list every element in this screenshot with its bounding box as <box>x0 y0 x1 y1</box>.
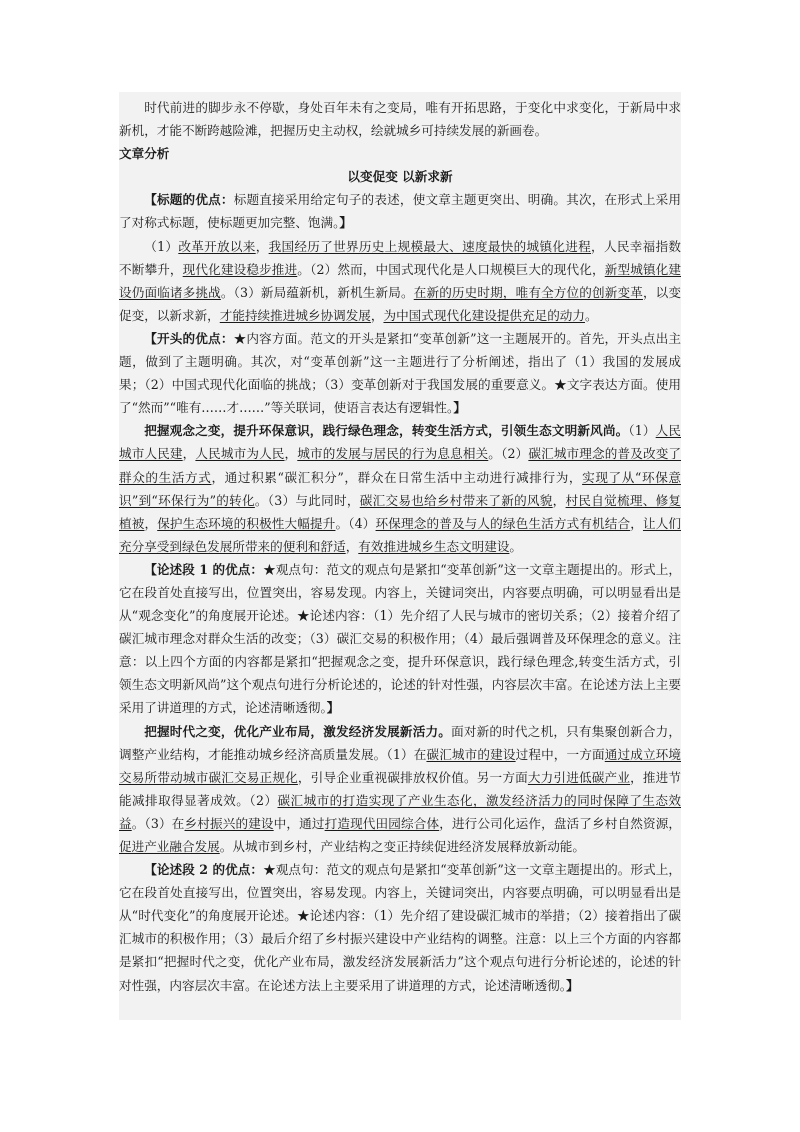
section-label: 文章分析 <box>119 146 170 162</box>
bold-phrase: 【论述段 1 的优点： <box>144 561 264 577</box>
body-paragraph-1 <box>119 419 681 558</box>
underlined-phrase: 有效推进城乡生态文明建设 <box>358 538 510 554</box>
bold-phrase: 【开头的优点： <box>144 330 234 346</box>
text-run: ， <box>284 446 298 462</box>
underlined-phrase: 碳汇交易也给乡村带来了新的风貌 <box>359 492 553 508</box>
text-run: 中，通过 <box>273 815 325 831</box>
body2-note <box>119 858 681 997</box>
text-run: ， <box>370 307 384 323</box>
underlined-phrase: 实现了从“环保意识”到“环保行为”的转化 <box>119 469 681 508</box>
text-run: ，推进节能减排取得显著成效。（2） <box>119 769 681 808</box>
text-run: 。（2） <box>488 446 529 462</box>
title-note: 【标题的优点：标题直接采用给定句子的表述，使文章主题更突出、明确。其次，在形式上采用了对称式标题，使标题更加完整、饱满。】 <box>119 192 681 231</box>
underlined-phrase: 乡村振兴的建设 <box>184 815 274 831</box>
bold-phrase: 】 <box>566 977 579 993</box>
text-run: （1） <box>144 238 179 254</box>
underlined-phrase: 村民自觉梳理、修复植被 <box>119 492 681 531</box>
underlined-phrase: 在新的历史时期，唯有全方位的创新变革 <box>413 284 643 300</box>
body1-note <box>119 558 681 720</box>
opening-note <box>119 327 681 419</box>
underlined-phrase: 现代化建设稳步推进 <box>182 261 298 277</box>
paragraph-opening: 时代前进的脚步永不停歇，身处百年未有之变局，唯有开拓思路，于变化中求变化，于新局中求新机，才能不断跨越险滩，把握历史主动权，绘就城乡可持续发展的新画卷。 <box>119 100 681 139</box>
underlined-phrase: 让人们充分享受到绿色发展所带来的便利和舒适 <box>119 515 681 554</box>
text-run: 。从城市到乡村，产业结构之变正持续促进经济发展释放新动能。 <box>219 839 585 854</box>
text-run: 。（3）在 <box>131 815 185 831</box>
underlined-phrase: 我国经历了世界历史上规模最大、速度最快的城镇化进程 <box>268 238 592 254</box>
underlined-phrase: 通过成立环境交易所带动城市碳汇交易正规化 <box>119 746 681 785</box>
underlined-phrase: 新型城镇化建设仍面临诸多挑战 <box>119 261 681 300</box>
text-run: ★观点句：范文的观点句是紧扣“变革创新”这一文章主题提出的。形式上，它在段首处直接写出，位置突出，容易发现。内容上，关键词突出，内容要点明确，可以明显看出是从“观念变化”的角度展开论述。★论述内容：（1）先介绍了人民与城市的密切关系；（2）接着介绍了碳汇城市理念对群众生活的改变；（3）碳汇交易的积极作用；（4）最后强调普及环保理念的意义。注意：以上四个方面的内容都是紧扣“把握观念之变，提升环保意识，践行绿色理念,转变生活方式，引领生态文明新风尚”这个观点句进行分析论述的，论述的针对性强，内容层次丰富。在论述方法上主要采用了讲道理的方式，论述清晰透彻。 <box>119 561 681 716</box>
bold-phrase: 把握时代之变，优化产业布局，激发经济发展新活力。 <box>144 723 452 739</box>
text-run: 。 <box>509 538 522 554</box>
underlined-phrase: 人民城市为人民 <box>195 446 285 462</box>
text-run: ，人民幸福指数不断攀升， <box>119 238 681 277</box>
body-paragraph-2 <box>119 720 681 859</box>
text-run: ，以变促变，以新求新， <box>119 284 681 323</box>
bold-phrase: 把握观念之变，提升环保意识，践行绿色理念，转变生活方式，引领生态文明新风尚。 <box>144 423 629 439</box>
text-block <box>119 92 681 1020</box>
text-run: （1） <box>628 423 656 439</box>
text-run: ，引导企业重视碳排放权价值。另一方面 <box>297 769 528 785</box>
text-run: ，进行公司化运作，盘活了乡村自然资源， <box>439 815 681 831</box>
underlined-phrase: 为中国式现代化建设提供充足的动力 <box>383 307 585 323</box>
text-run: 。（3）与此同时， <box>254 492 360 508</box>
underlined-phrase: 促进产业融合发展 <box>119 839 220 854</box>
underlined-phrase: 大力引进低碳产业 <box>527 769 631 785</box>
bold-phrase: 】 <box>326 700 340 716</box>
underlined-phrase: 才能持续推进城乡协调发展 <box>219 307 371 323</box>
text-run: ， <box>255 238 269 254</box>
underlined-phrase: 碳汇城市理念的普及改变了群众的生活方式 <box>119 446 681 485</box>
text-run: 。（2）然而，中国式现代化是人口规模巨大的现代化， <box>297 261 605 277</box>
underlined-phrase: 城市的发展与居民的行为息息相关 <box>297 446 489 462</box>
essay-title: 以变促变 以新求新 <box>347 169 453 185</box>
underlined-phrase: 改革开放以来 <box>178 238 256 254</box>
text-run: 面对新的时代之机，只有集聚创新合力，调整产业结构，才能推动城乡经济高质量发展。（1）在 <box>119 723 681 762</box>
underlined-phrase: 人民城市人民建 <box>119 423 681 462</box>
text-run: ，通过积累“碳汇积分”，群众在日常生活中主动进行减排行为， <box>211 469 583 485</box>
text-run: ， <box>144 515 158 531</box>
intro-paragraph <box>119 235 681 327</box>
text-run: ， <box>630 515 643 531</box>
text-run: 。 <box>584 307 598 323</box>
underlined-phrase: 打造现代田园综合体 <box>324 815 440 831</box>
text-run: ， <box>552 492 566 508</box>
underlined-phrase: 环保理念的普及与人的绿色生活方式有机结合 <box>375 515 631 531</box>
text-run: 过程中，一方面 <box>515 746 605 762</box>
bold-phrase: 】 <box>453 400 466 416</box>
text-run: ， <box>345 538 359 554</box>
text-run: 。（4） <box>335 515 376 531</box>
text-run: ★观点句：范文的观点句是紧扣“变革创新”这一文章主题提出的。形式上，它在段首处直接写出，位置突出，容易发现。内容上，关键词突出，内容要点明确，可以明显看出是从“时代变化”的角度展开论述。★论述内容：（1）先介绍了建设碳汇城市的举措；（2）接着指出了碳汇城市的积极作用；（3）最后介绍了乡村振兴建设中产业结构的调整。注意：以上三个方面的内容都是紧扣“把握时代之变，优化产业布局，激发经济发展新活力”这个观点句进行分析论述的，论述的针对性强，内容层次丰富。在论述方法上主要采用了讲道理的方式，论述清晰透彻。 <box>119 862 681 993</box>
underlined-phrase: 碳汇城市的打造实现了产业生态化，激发经济活力的同时保障了生态效益 <box>119 792 681 831</box>
text-run: ★内容方面。范文的开头是紧扣“变革创新”这一主题展开的。首先，开头点出主题，做到了主题明确。其次，对“变革创新”这一主题进行了分析阐述，指出了（1）我国的发展成果；（2）中国式现代化面临的挑战；（3）变革创新对于我国发展的重要意义。★文字表达方面。使用了“然而”“唯有……才……”等关联词，使语言表达有逻辑性。 <box>119 330 681 416</box>
underlined-phrase: 保护生态环境的积极性大幅提升 <box>157 515 336 531</box>
text-run: ， <box>182 446 196 462</box>
bold-phrase: 【论述段 2 的优点： <box>144 862 264 878</box>
text-run: 。（3）新局蕴新机，新机生新局。 <box>220 284 414 300</box>
underlined-phrase: 碳汇城市的建设 <box>426 746 516 762</box>
